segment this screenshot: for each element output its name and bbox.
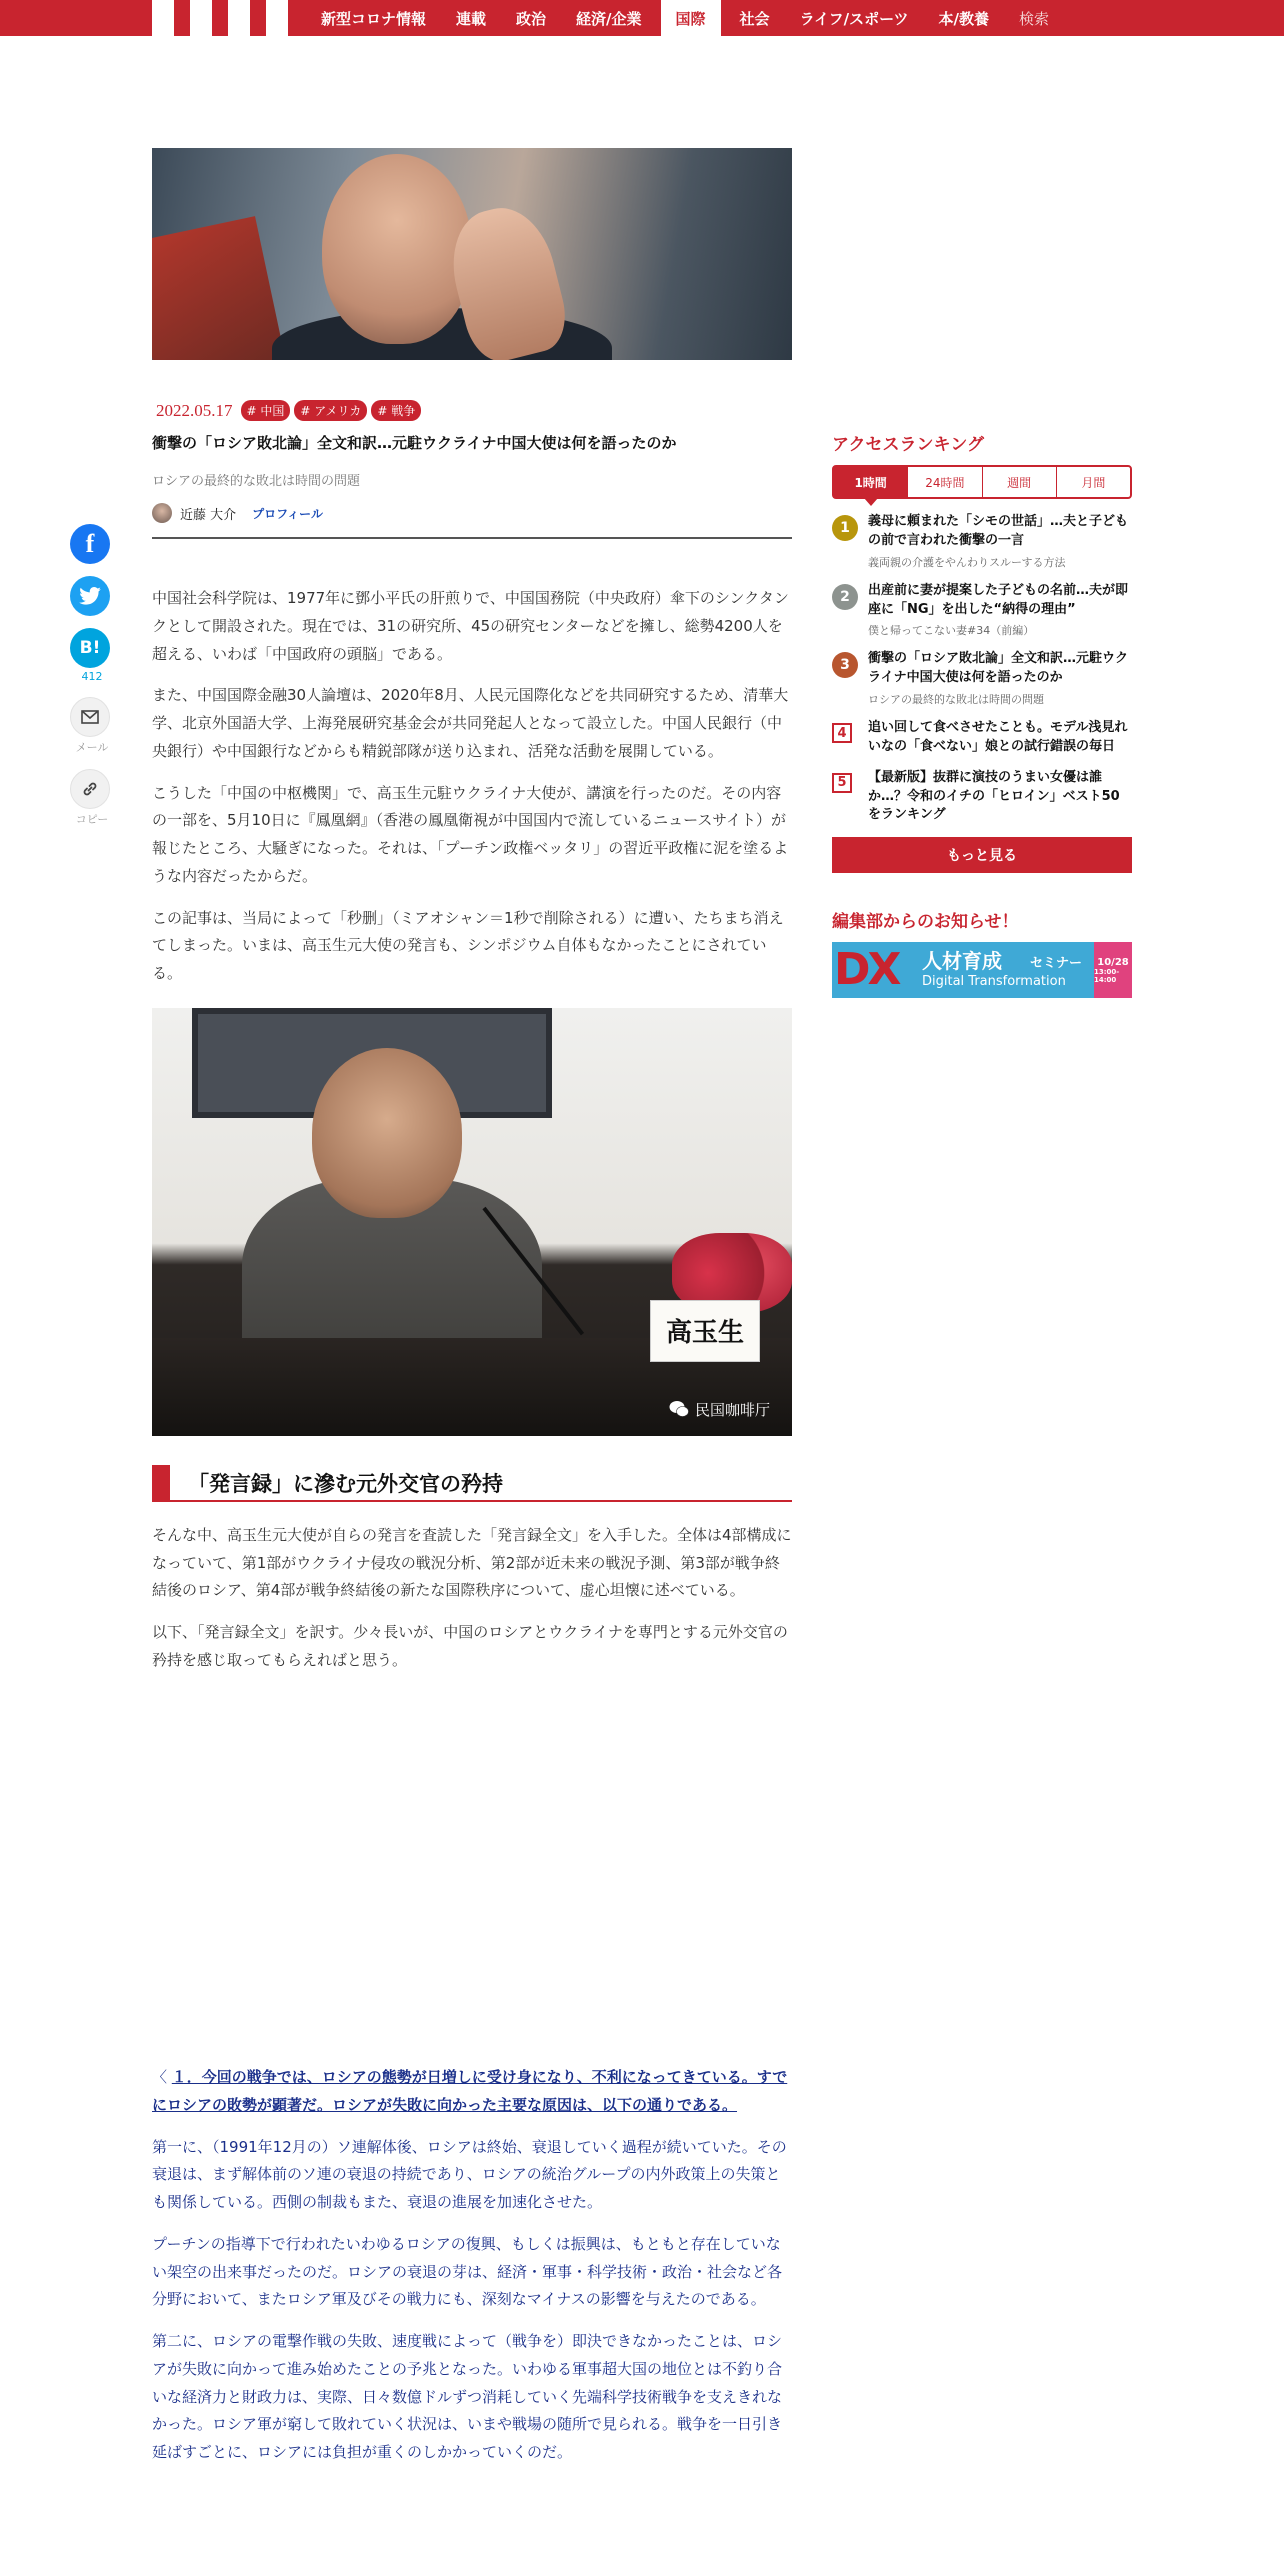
nav-item-economy[interactable]: 経済/企業 xyxy=(576,9,642,28)
tab-weekly[interactable]: 週間 xyxy=(982,467,1056,497)
nav-item-series[interactable]: 連載 xyxy=(456,9,487,28)
rank-badge: 3 xyxy=(832,652,858,678)
ranking-item[interactable]: 3 衝撃の「ロシア敗北論」全文和訳…元駐ウクライナ中国大使は何を語ったのか ロシアの最終的な敗北は時間の問題 xyxy=(832,650,1132,707)
more-button[interactable]: もっと見る xyxy=(832,837,1132,873)
facebook-icon[interactable]: f xyxy=(70,524,110,564)
article-body xyxy=(152,585,792,988)
ranking-item[interactable]: 1 義母に頼まれた「シモの世話」…夫と子どもの前で言われた衝撃の一言 義両親の介護をやんわりスルーする方法 xyxy=(832,513,1132,570)
top-nav-bar xyxy=(0,0,1284,36)
mail-icon[interactable] xyxy=(70,697,110,737)
article-meta xyxy=(152,400,792,421)
banner-dx-logo: DX xyxy=(834,944,899,996)
notice-title: 編集部からのお知らせ！ xyxy=(832,912,1019,933)
paragraph: そんな中、高玉生元大使が自らの発言を査読した「発言録全文」を入手した。全体は4部構成になっていて、第1部がウクライナ侵攻の戦況分析、第2部が近未来の戦況予測、第3部が戦争終結後のロシア、第4部が戦争終結後の新たな国際秩序について、虚心坦懐に述べている。 xyxy=(152,1525,792,1600)
rank-badge: 5 xyxy=(832,773,852,793)
link-copy-icon[interactable] xyxy=(70,769,110,809)
nav-item-society[interactable]: 社会 xyxy=(739,9,770,28)
tab-24hours[interactable]: 24時間 xyxy=(907,467,981,497)
author-avatar[interactable] xyxy=(152,503,172,523)
ranking-title: アクセスランキング xyxy=(832,435,984,455)
main-nav xyxy=(306,0,1064,36)
ranking-item[interactable]: 5 【最新版】抜群に演技のうまい女優は誰か…？令和のイチの「ヒロイン」ベスト50をランキング xyxy=(832,769,1132,826)
tag-america[interactable]: # アメリカ xyxy=(294,400,367,421)
rank-badge: 1 xyxy=(832,515,858,541)
paragraph: この記事は、当局によって「秒删」（ミアオシャン＝1秒で削除される）に遭い、たちまち消えてしまった。いまは、高玉生元大使の発言も、シンポジウム自体もなかったことにされている。 xyxy=(152,908,784,982)
quote-lead: １．今回の戦争では、ロシアの態勢が日増しに受け身になり、不利になってきている。すでにロシアの敗勢が顕著だ。ロシアが失敗に向かった主要な原因は、以下の通りである。 xyxy=(152,2068,788,2114)
ranking-item[interactable]: 4 追い回して食べさせたことも。モデル浅見れいなの「食べない」娘との試行錯誤の毎日 xyxy=(832,719,1132,757)
article xyxy=(152,148,792,1689)
tab-monthly[interactable]: 月間 xyxy=(1056,467,1130,497)
author-name[interactable]: 近藤 大介 xyxy=(180,507,237,523)
copy-label: コピー xyxy=(75,813,109,826)
nav-item-books[interactable]: 本/教養 xyxy=(938,9,990,28)
sidebar xyxy=(832,430,1132,998)
wechat-icon xyxy=(669,1400,689,1418)
article-body-2 xyxy=(152,1522,792,1675)
twitter-icon[interactable] xyxy=(70,576,110,616)
paragraph: また、中国国際金融30人論壇は、2020年8月、人民元国際化などを共同研究するため、清華大学、北京外国語大学、上海発展研究基金会が共同発起人となって設立した。中国人民銀行（中央銀行）や中国銀行などからも精鋭部隊が送り込まれ、活発な活動を展開している。 xyxy=(152,686,789,760)
quote-block xyxy=(152,2064,792,2481)
ranking-item[interactable]: 2 出産前に妻が提案した子どもの名前…夫が即座に「NG」を出した“納得の理由” 僕と帰ってこない妻#34（前編） xyxy=(832,582,1132,639)
nav-search[interactable]: 検索 xyxy=(1019,9,1050,28)
rank-badge: 4 xyxy=(832,723,852,743)
profile-link[interactable]: プロフィール xyxy=(252,506,323,521)
mail-label: メール xyxy=(75,741,109,754)
paragraph: 以下、「発言録全文」を訳す。少々長いが、中国のロシアとウクライナを専門とする元外交官の矜持を感じ取ってもらえればと思う。 xyxy=(152,1623,788,1669)
nameplate: 高玉生 xyxy=(650,1300,760,1362)
rank-badge: 2 xyxy=(832,584,858,610)
tag-china[interactable]: # 中国 xyxy=(241,400,291,421)
article-date: 2022.05.17 xyxy=(156,400,233,420)
quote-lead-paragraph: 〈 １．今回の戦争では、ロシアの態勢が日増しに受け身になり、不利になってきている。すでにロシアの敗勢が顕著だ。ロシアが失敗に向かった主要な原因は、以下の通りである。 xyxy=(152,2068,788,2114)
quote-paragraph: プーチンの指導下で行われたいわゆるロシアの復興、もしくは振興は、もともと存在していない架空の出来事だったのだ。ロシアの衰退の芽は、経済・軍事・科学技術・政治・社会など各分野において、またロシア軍及びその戦力にも、深刻なマイナスの影響を与えたのである。 xyxy=(152,2234,783,2309)
nav-item-politics[interactable]: 政治 xyxy=(516,9,547,28)
tag-war[interactable]: # 戦争 xyxy=(371,400,421,421)
ranking-list xyxy=(832,513,1132,825)
tab-1hour[interactable]: 1時間 xyxy=(834,467,907,497)
nav-item-international[interactable]: 国際 xyxy=(661,0,721,36)
hero-image xyxy=(152,148,792,360)
hatena-count: 412 xyxy=(81,670,103,683)
article-title: 衝撃の「ロシア敗北論」全文和訳…元駐ウクライナ中国大使は何を語ったのか xyxy=(152,434,677,452)
paragraph: 中国社会科学院は、1977年に鄧小平氏の肝煎りで、中国国務院（中央政府）傘下のシンクタンクとして開設された。現在では、31の研究所、45の研究センターなどを擁し、総勢4200人を超える、いわば「中国政府の頭脳」である。 xyxy=(152,589,789,663)
quote-paragraph: 第二に、ロシアの電撃作戦の失敗、速度戦によって（戦争を）即決できなかったことは、ロシアが失敗に向かって進み始めたことの予兆となった。いわゆる軍事超大国の地位とは不釣り合いな経済力と財政力は、実際、日々数億ドルずつ消耗していく先端科学技術戦争を支えきれなかった。ロシア軍が窮して敗れていく状況は、いまや戦場の随所で見られる。戦争を一日引き延ばすごとに、ロシアには負担が重くのしかかっていくのだ。 xyxy=(152,2332,783,2461)
paragraph: こうした「中国の中枢機関」で、高玉生元駐ウクライナ大使が、講演を行ったのだ。その内容の一部を、5月10日に『鳳凰網』（香港の鳳凰衛視が中国国内で流しているニュースサイト）が報じたところ、大騒ぎになった。それは、「プーチン政権ベッタリ」の習近平政権に泥を塗るような内容だったからだ。 xyxy=(152,783,789,885)
nav-item-covid[interactable]: 新型コロナ情報 xyxy=(321,9,427,28)
dx-seminar-banner[interactable]: DX 人材育成 セミナー Digital Transformation 10/28 13:00-14:00 xyxy=(832,942,1132,998)
article-subtitle: ロシアの最終的な敗北は時間の問題 xyxy=(152,474,361,489)
section-heading: 「発言録」に滲む元外交官の矜持 xyxy=(152,1466,792,1502)
hatena-bookmark-icon[interactable]: B! xyxy=(70,628,110,668)
quote-paragraph: 第一に、（1991年12月の）ソ連解体後、ロシアは終始、衰退していく過程が続いていた。その衰退は、まず解体前のソ連の衰退の持続であり、ロシアの統治グループの内外政策上の失策とも関係している。西側の制裁もまた、衰退の進展を加速化させた。 xyxy=(152,2137,787,2211)
ambassador-photo xyxy=(152,1008,792,1436)
photo-credit: 民国咖啡厅 xyxy=(669,1399,770,1420)
ranking-tabs xyxy=(832,465,1132,499)
share-rail xyxy=(70,524,114,841)
author-row xyxy=(152,503,792,539)
nav-item-life-sports[interactable]: ライフ/スポーツ xyxy=(799,9,909,28)
site-logo[interactable] xyxy=(152,0,290,36)
